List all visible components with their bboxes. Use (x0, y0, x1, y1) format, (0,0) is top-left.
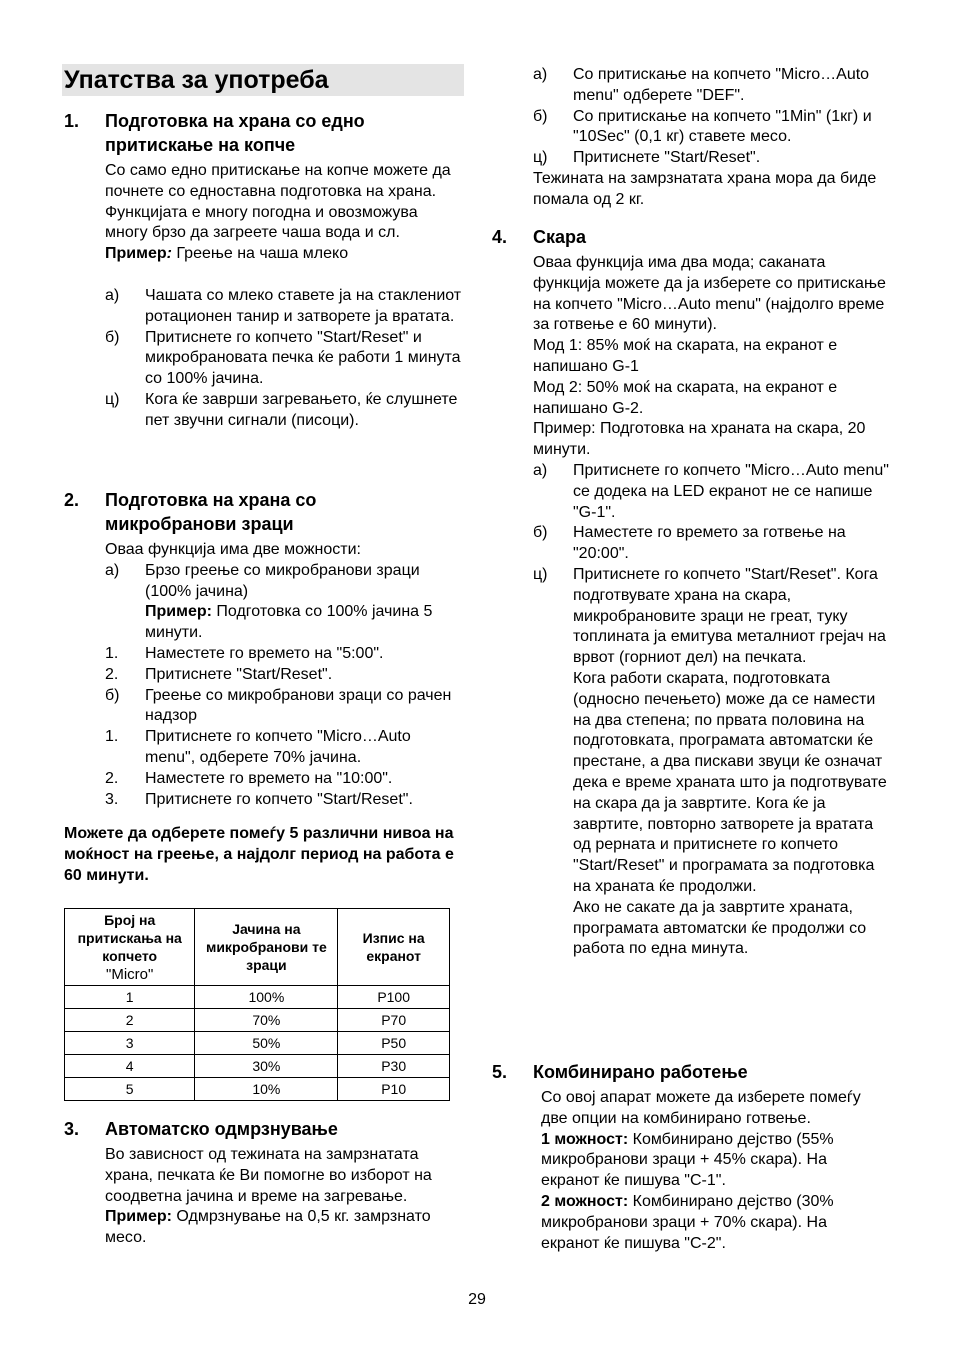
list-text: Брзо греење со микробранови зраци (100% јачина) (145, 561, 420, 600)
example-colon: : (166, 245, 172, 263)
list-marker: ц) (533, 565, 548, 583)
table-cell: P30 (338, 1055, 450, 1078)
paragraph: Мод 2: 50% моќ на скарата, на екранот е напишано G-2. (533, 378, 838, 417)
list-text: Чашата со млеко ставете ја на стаклениот ротационен танир и затворете ја вратата. (145, 287, 462, 325)
example-text: Одмрзнување на 0,5 кг. замрзнато месо. (105, 1208, 431, 1247)
list-marker: б) (533, 524, 548, 542)
list-item (105, 390, 463, 432)
list-item (105, 790, 465, 811)
section-1-body (105, 161, 463, 265)
table-row (65, 986, 450, 1009)
table-cell: 2 (65, 1009, 195, 1032)
table-row (65, 1078, 450, 1101)
list-marker: 3. (105, 790, 119, 808)
list-marker: 2. (105, 665, 119, 683)
column-header-text: "Micro" (106, 965, 154, 983)
list-marker: а) (105, 287, 120, 304)
list-marker: а) (105, 561, 120, 579)
table-cell: 50% (195, 1032, 338, 1055)
list-text: Притиснете "Start/Reset". (573, 149, 761, 167)
list-item (105, 686, 465, 728)
power-levels-table (64, 908, 450, 1101)
table-header-row (65, 909, 450, 986)
table-cell: P70 (338, 1009, 450, 1032)
list-marker: 2. (105, 769, 119, 787)
list-text: Ако не сакате да ја завртите храната, програмата автоматски ќе продолжи со работа по една минута. (573, 898, 867, 958)
table-cell: P100 (338, 986, 450, 1009)
column-header-text: Број на притискања на копчето (77, 911, 182, 964)
option-line (541, 1130, 881, 1192)
list-text: Притиснете "Start/Reset". (145, 665, 333, 683)
column-header (65, 909, 195, 986)
paragraph: Оваа функција има два мода; саканата функција можете да ја изберете со притискање на копчето "Micro…Auto menu" (најдолго време за готвење е 60 минути). (533, 254, 886, 334)
section-number: 1. (64, 111, 80, 131)
table-cell: 4 (65, 1055, 195, 1078)
section-2-body (105, 540, 465, 810)
table-cell: 30% (195, 1055, 338, 1078)
table-cell: 10% (195, 1078, 338, 1101)
list-item (533, 107, 893, 149)
section-number: 5. (492, 1062, 508, 1082)
section-4-body (533, 253, 889, 960)
section-title: Комбинирано работење (533, 1062, 748, 1082)
list-item (533, 523, 889, 565)
column-header: Јачина на микробранови те зраци (195, 909, 338, 986)
paragraph: Со само едно притискање на копче можете да почнете со едноставна подготовка на храна. Функцијата е многу погодна и овозможува многу брзо да загреете чаша вода и сл. (105, 162, 451, 242)
section-1-list (105, 286, 463, 432)
list-text: Со притискање на копчето "1Min" (1кг) и "10Sec" (0,1 кг) ставете месо. (573, 107, 872, 146)
table-cell: P10 (338, 1078, 450, 1101)
list-item (105, 286, 463, 328)
option-text: Комбинирано дејство (30% микробранови зраци + 70% скара). На екранот ќе пишува "C-2". (541, 1192, 834, 1252)
list-text: Притиснете го копчето "Micro…Auto menu" се додека на LED екранот не се напише "G-1". (573, 461, 889, 521)
example-label: Пример: (145, 603, 212, 621)
table-cell: 3 (65, 1032, 195, 1055)
paragraph: Во зависност од тежината на замрзнатата храна, печката ќе Ви помогне во изборот на соодветна јачина и време на загревање. (105, 1146, 432, 1205)
power-levels-note: Можете да одберете помеѓу 5 различни нивоа на моќност на греење, а најдолг период на работа е 60 минути. (64, 825, 454, 884)
list-item (533, 565, 889, 960)
list-item (105, 561, 465, 644)
example-line (145, 602, 465, 644)
list-text: Кога ќе заврши загревањето, ќе слушнете пет звучни сигнали (писоци). (145, 390, 458, 429)
example-text: Греење на чаша млеко (171, 245, 349, 263)
table-cell: P50 (338, 1032, 450, 1055)
section-3-body (105, 1145, 455, 1249)
list-item (105, 769, 465, 790)
list-marker: б) (533, 107, 548, 125)
paragraph: Со овој апарат можете да изберете помеѓу две опции на комбинирано готвење. (541, 1089, 861, 1127)
option-label: 2 можност: (541, 1192, 629, 1210)
list-text: Притиснете го копчето "Start/Reset" и микробрановата печка ќе работи 1 минута со 100% јачина. (145, 328, 461, 388)
list-marker: ц) (105, 390, 120, 408)
list-text: Притиснете го копчето "Micro…Auto menu", одберете 70% јачина. (145, 728, 411, 766)
list-marker: ц) (533, 149, 548, 167)
list-text: Наместете го времето на "10:00". (145, 769, 393, 787)
list-marker: 1. (105, 644, 119, 662)
option-line (541, 1192, 881, 1254)
paragraph: Тежината на замрзнатата храна мора да биде помала од 2 кг. (533, 169, 877, 208)
section-number: 2. (64, 490, 80, 510)
list-item (105, 328, 463, 390)
list-text: Наместете го времето на "5:00". (145, 644, 384, 662)
section-number: 4. (492, 227, 508, 247)
list-item (105, 644, 465, 665)
section-3-list (533, 65, 893, 211)
example-line (105, 244, 463, 265)
table-row (65, 1055, 450, 1078)
table-cell: 1 (65, 986, 195, 1009)
list-marker: 1. (105, 728, 119, 746)
section-title: Подготовка на храна со микробранови зраци (105, 490, 317, 534)
table-cell: 70% (195, 1009, 338, 1032)
list-text: Притиснете го копчето "Start/Reset". (145, 790, 413, 808)
list-marker: б) (105, 328, 120, 346)
list-item (533, 65, 893, 107)
column-header: Изпис на екранот (338, 909, 450, 986)
option-label: 1 можност: (541, 1130, 629, 1148)
list-marker: а) (533, 461, 548, 479)
list-marker: а) (533, 66, 548, 83)
paragraph: Оваа функција има две можности: (105, 541, 361, 558)
page-title (62, 64, 464, 96)
table-cell: 5 (65, 1078, 195, 1101)
section-title: Автоматско одмрзнување (105, 1119, 338, 1139)
list-item (105, 727, 465, 769)
page-title-text: Упатства за употреба (64, 66, 329, 94)
list-text: Греење со микробранови зраци со рачен надзор (145, 686, 452, 725)
list-item (533, 461, 889, 523)
section-number: 3. (64, 1119, 80, 1139)
table-row (65, 1009, 450, 1032)
paragraph: Пример: Подготовка на храната на скара, 20 минути. (533, 420, 866, 459)
list-text: Наместете го времето за готвење на "20:00". (573, 524, 846, 563)
option-text: Комбинирано дејство (55% микробранови зраци + 45% скара). На екранот ќе пишува "C-1". (541, 1130, 834, 1190)
table-cell: 100% (195, 986, 338, 1009)
list-text: Кога работи скарата, подготовката (односно печењето) може да се намести на два степена; по првата половина на подготовката, програмата автоматски ќе престане, а два пискави звуци ќе означат дека е време храната што ја подготвувате на скара да ја завртите. Кога ќе ја завртите, повторно затворете ја вратата од рерната и притиснете го копчето "Start/Reset" и програмата за подготовка на храната ќе продолжи. (573, 669, 887, 895)
section-title: Подготовка на храна со едно притискање на копче (105, 111, 365, 155)
example-label: Пример (105, 245, 167, 263)
list-text: Притиснете го копчето "Start/Reset". Кога подготвувате храна на скара, микробрановите зраци не греат, туку топлината ја емитува металниот грејач на врвот (горниот дел) на печката. (573, 565, 886, 667)
list-text: Со притискање на копчето "Micro…Auto menu" одберете "DEF". (573, 66, 870, 104)
section-title: Скара (533, 227, 587, 247)
example-line (105, 1207, 455, 1249)
paragraph: Мод 1: 85% моќ на скарата, на екранот е напишано G-1 (533, 337, 838, 375)
table-row (65, 1032, 450, 1055)
list-marker: б) (105, 686, 120, 704)
list-item (533, 148, 893, 169)
example-text: Подготовка со 100% јачина 5 минути. (145, 603, 433, 642)
list-item (105, 665, 465, 686)
example-label: Пример: (105, 1208, 172, 1226)
page-number: 29 (468, 1291, 486, 1308)
section-5-body (541, 1088, 881, 1254)
